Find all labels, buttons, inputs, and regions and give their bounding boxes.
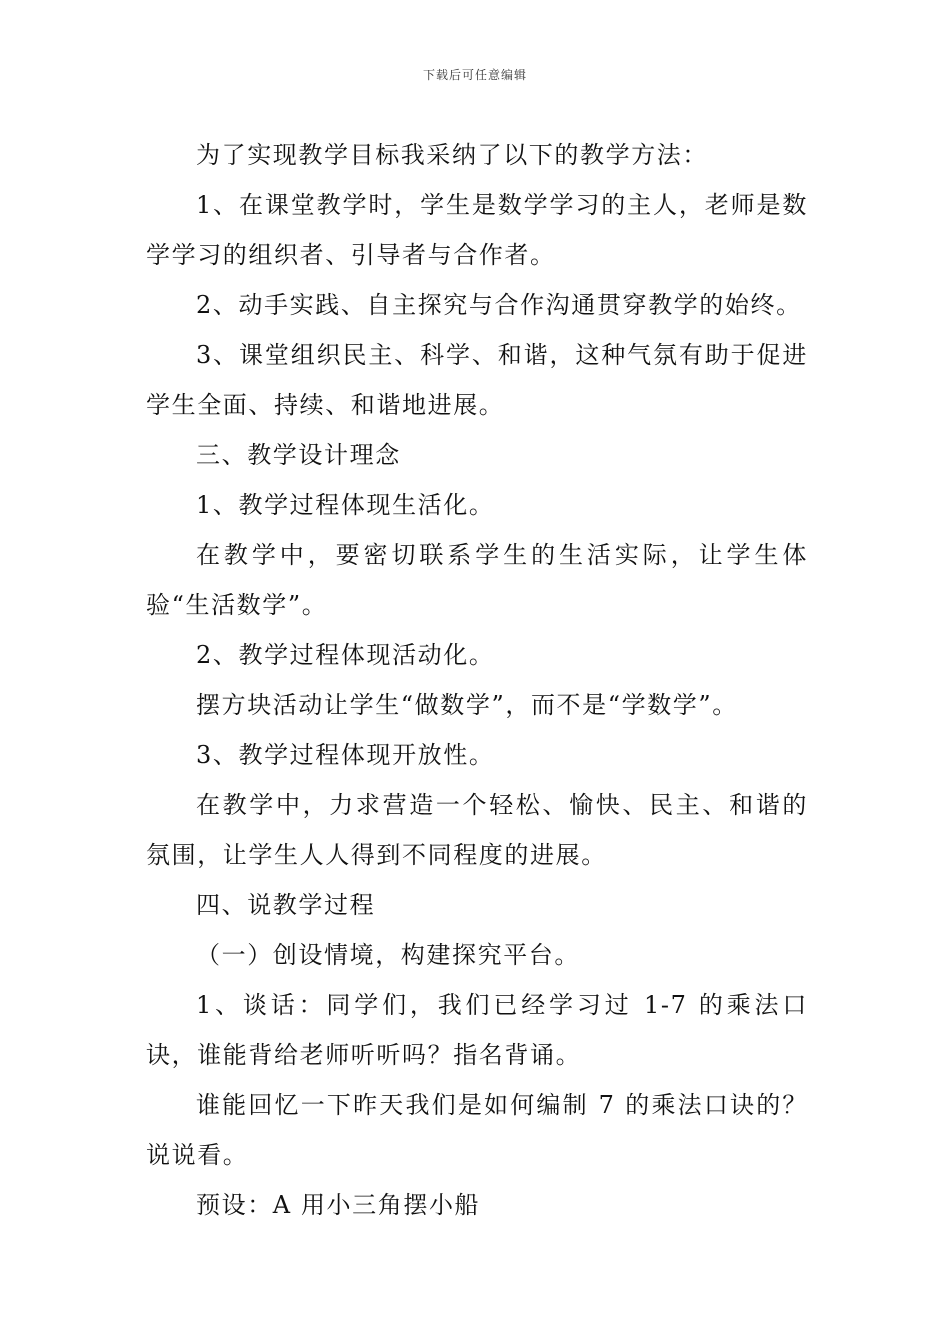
paragraph-concept-3: 3、教学过程体现开放性。 [196, 741, 495, 769]
paragraph-process-talk: 1、谈话：同学们，我们已经学习过 1-7 的乘法口诀，谁能背给老师听听吗？指名背诵。 [146, 991, 808, 1069]
page-header-note: 下载后可任意编辑 [422, 68, 527, 82]
paragraph-concept-1: 1、教学过程体现生活化。 [196, 491, 495, 519]
document-body [146, 130, 808, 1230]
paragraph-process-recall: 谁能回忆一下昨天我们是如何编制 7 的乘法口诀的？说说看。 [146, 1091, 808, 1169]
paragraph-concept-1-detail: 在教学中，要密切联系学生的生活实际，让学生体验“生活数学”。 [146, 541, 808, 619]
paragraph-method-2: 2、动手实践、自主探究与合作沟通贯穿教学的始终。 [196, 291, 802, 319]
paragraph-method-3: 3、课堂组织民主、科学、和谐，这种气氛有助于促进学生全面、持续、和谐地进展。 [146, 341, 808, 419]
paragraph-concept-2: 2、教学过程体现活动化。 [196, 641, 495, 669]
paragraph-concept-2-detail: 摆方块活动让学生“做数学”，而不是“学数学”。 [196, 691, 738, 719]
paragraph-concept-3-detail: 在教学中，力求营造一个轻松、愉快、民主、和谐的氛围，让学生人人得到不同程度的进展。 [146, 791, 808, 869]
paragraph-process-preset: 预设：A 用小三角摆小船 [196, 1191, 481, 1219]
paragraph-teaching-methods-intro: 为了实现教学目标我采纳了以下的教学方法： [196, 141, 708, 169]
section-heading-teaching-process: 四、说教学过程 [196, 891, 376, 919]
section-heading-design-concept: 三、教学设计理念 [196, 441, 401, 469]
paragraph-method-1: 1、在课堂教学时，学生是数学学习的主人，老师是数学学习的组织者、引导者与合作者。 [146, 191, 808, 269]
subsection-heading-create-situation: （一）创设情境，构建探究平台。 [196, 941, 580, 969]
